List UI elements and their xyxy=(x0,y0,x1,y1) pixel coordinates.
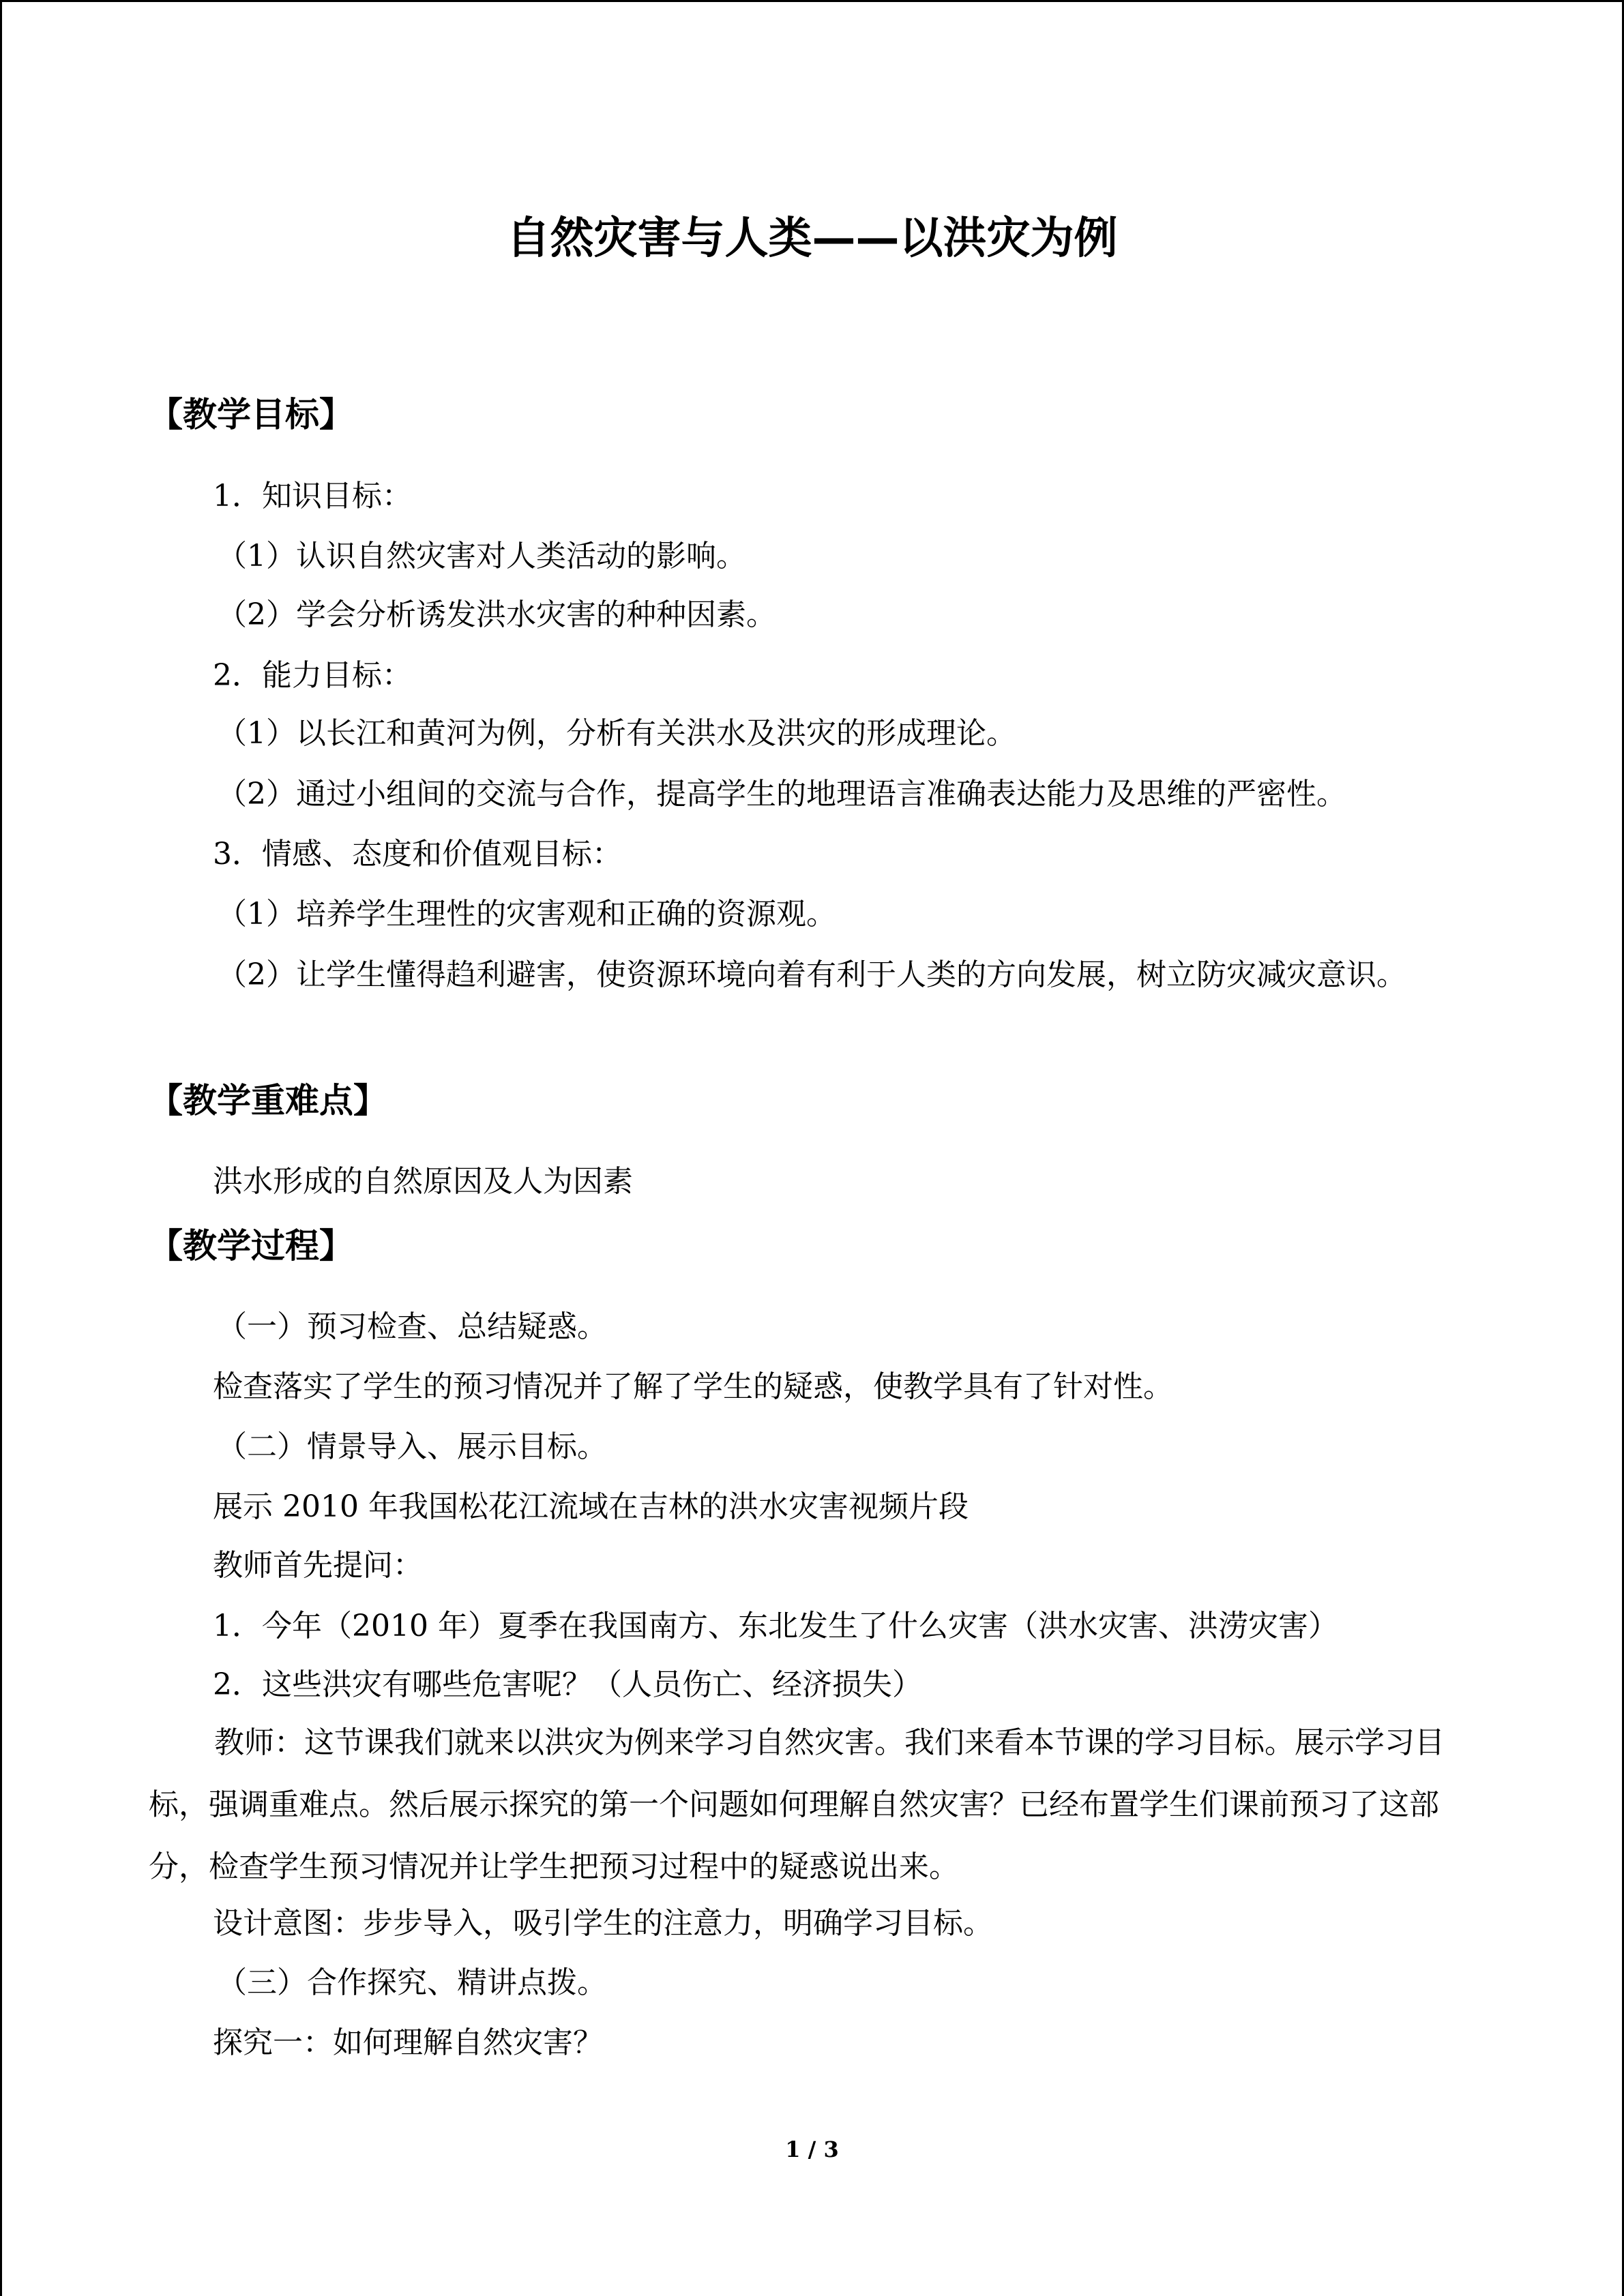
objective-ability-2: （2）通过小组间的交流与合作，提高学生的地理语言准确表达能力及思维的严密性。 xyxy=(217,777,1346,811)
key-points-text: 洪水形成的自然原因及人为因素 xyxy=(213,1164,633,1199)
objective-ability-1: （1）以长江和黄河为例，分析有关洪水及洪灾的形成理论。 xyxy=(217,716,1016,751)
objective-emotion: 3．情感、态度和价值观目标： xyxy=(213,837,622,871)
objective-emotion-1: （1）培养学生理性的灾害观和正确的资源观。 xyxy=(217,897,836,931)
objective-ability: 2．能力目标： xyxy=(213,658,412,693)
objective-knowledge-1: （1）认识自然灾害对人类活动的影响。 xyxy=(217,539,746,573)
heading-process: 【教学过程】 xyxy=(149,1226,353,1266)
document-title: 自然灾害与人类——以洪灾为例 xyxy=(506,213,1118,264)
process-step2-q2: 2．这些洪灾有哪些危害呢？（人员伤亡、经济损失） xyxy=(213,1667,922,1702)
process-step3-q1: 探究一：如何理解自然灾害？ xyxy=(213,2025,603,2060)
process-step1-text: 检查落实了学生的预习情况并了解了学生的疑惑，使教学具有了针对性。 xyxy=(213,1369,1173,1404)
process-step2-title: （二）情景导入、展示目标。 xyxy=(217,1429,607,1464)
objective-knowledge: 1．知识目标： xyxy=(213,479,412,513)
process-step2-teacher: 教师：这节课我们就来以洪灾为例来学习自然灾害。我们来看本节课的学习目标。展示学习目标，强调重难点。然后展示探究的第一个问题如何理解自然灾害？已经布置学生们课前预习了这部分，检查学生预习情况并让学生把预习过程中的疑惑说出来。 xyxy=(149,1725,1445,1884)
process-step2-q1: 1．今年（2010 年）夏季在我国南方、东北发生了什么灾害（洪水灾害、洪涝灾害） xyxy=(213,1609,1338,1643)
page-number: 1 / 3 xyxy=(785,2136,839,2162)
objective-knowledge-2: （2）学会分析诱发洪水灾害的种种因素。 xyxy=(217,597,776,632)
objective-emotion-2: （2）让学生懂得趋利避害，使资源环境向着有利于人类的方向发展，树立防灾减灾意识。 xyxy=(217,957,1406,992)
process-step2-intent: 设计意图：步步导入，吸引学生的注意力，明确学习目标。 xyxy=(213,1906,993,1941)
heading-objectives: 【教学目标】 xyxy=(149,395,353,434)
process-step2-ask: 教师首先提问： xyxy=(213,1548,423,1583)
heading-key-points: 【教学重难点】 xyxy=(149,1081,387,1120)
process-step1-title: （一）预习检查、总结疑惑。 xyxy=(217,1309,607,1344)
process-step3-title: （三）合作探究、精讲点拨。 xyxy=(217,1965,607,2000)
process-step2-video: 展示 2010 年我国松花江流域在吉林的洪水灾害视频片段 xyxy=(213,1489,969,1524)
